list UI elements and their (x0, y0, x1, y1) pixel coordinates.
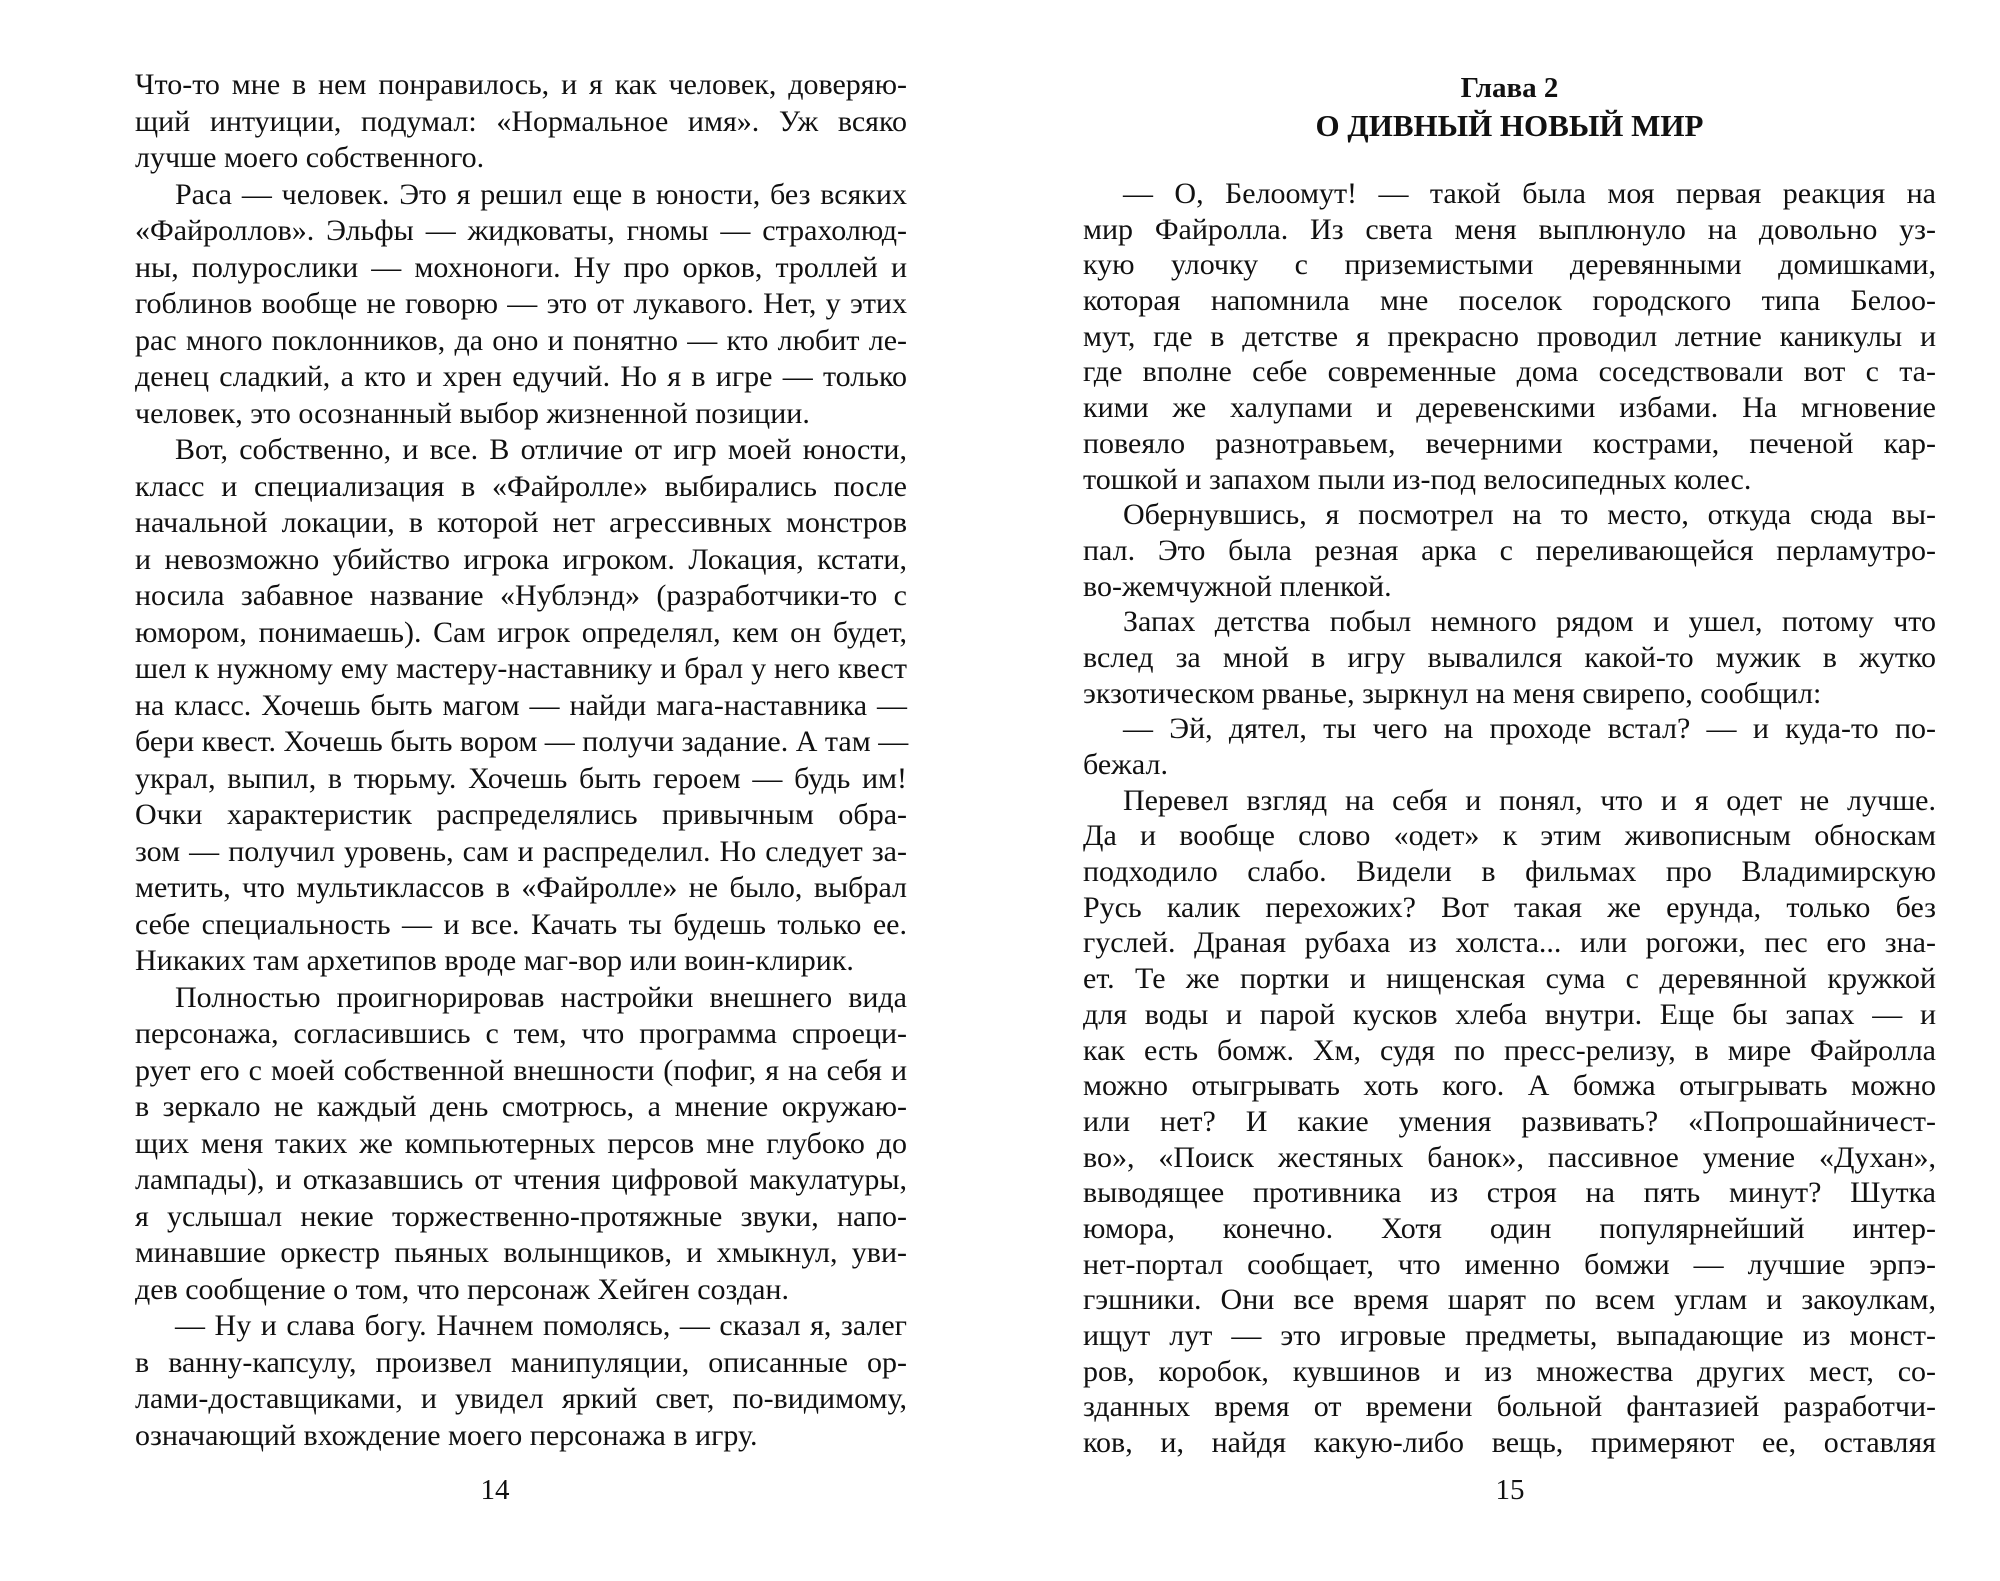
text-line: минавшие оркестр пьяных волынщиков, и хмыкнул, уви- (135, 1236, 907, 1269)
text-line: можно отыгрывать хоть кого. А бомжа отыгрывать можно (1083, 1069, 1936, 1103)
paragraph (135, 980, 907, 1309)
text-line: лампады), и отказавшись от чтения цифровой макулатуры, (135, 1163, 907, 1196)
text-line: — Эй, дятел, ты чего на проходе встал? — и куда-то по- (1123, 712, 1936, 746)
text-line: или нет? И какие умения развивать? «Попрошайничест- (1083, 1104, 1936, 1138)
text-line: кую улочку с приземистыми деревянными домишками, (1083, 248, 1936, 282)
text-line: в ванну-капсулу, произвел манипуляции, описанные ор- (135, 1345, 907, 1379)
text-line: Вот, собственно, и все. В отличие от игр моей юности, (175, 433, 907, 466)
text-line: Обернувшись, я посмотрел на то место, откуда сюда вы- (1123, 498, 1936, 532)
text-line: подходило слабо. Видели в фильмах про Владимирскую (1083, 855, 1936, 889)
text-line: рует его с моей собственной внешности (пофиг, я на себя и (135, 1053, 907, 1087)
paragraph (1083, 604, 1936, 711)
text-line: во-жемчужной пленкой. (1083, 569, 1392, 603)
text-line: ищут лут — это игровые предметы, выпадающие из монст- (1083, 1319, 1936, 1352)
text-line: означающий вхождение моего персонажа в игру. (135, 1418, 758, 1452)
text-line: персонажа, согласившись с тем, что программа спроеци- (135, 1017, 907, 1050)
text-line: Что-то мне в нем понравилось, и я как человек, доверяю- (135, 68, 907, 101)
text-line: в зеркало не каждый день смотрюсь, а мнение окружаю- (135, 1090, 907, 1123)
text-line: которая напомнила мне поселок городского типа Белоо- (1083, 284, 1936, 318)
left-page (135, 67, 907, 1454)
paragraph (135, 1308, 907, 1454)
text-line: где вполне себе современные дома соседствовали вот с та- (1083, 355, 1936, 389)
text-line: Раса — человек. Это я решил еще в юности, без всяких (175, 177, 907, 211)
text-line: ет. Те же портки и нищенская сума с деревянной кружкой (1083, 962, 1936, 996)
text-line: начальной локации, в которой нет агрессивных монстров (135, 506, 907, 539)
text-line: гэшники. Они все время шарят по всем углам и закоулкам, (1083, 1283, 1936, 1317)
text-line: лами-доставщиками, и увидел яркий свет, по-видимому, (135, 1382, 907, 1415)
text-line: Да и вообще слово «одет» к этим живописным обноскам (1083, 819, 1936, 853)
text-line: Запах детства побыл немного рядом и ушел, потому что (1123, 605, 1936, 639)
text-line: гуслей. Драная рубаха из холста... или рогожи, пес его зна- (1083, 926, 1936, 960)
text-line: щий интуиции, подумал: «Нормальное имя». Уж всяко (135, 104, 907, 138)
right-page (1083, 70, 1936, 1461)
text-line: мут, где в детстве я прекрасно проводил летние каникулы и (1083, 319, 1936, 353)
text-line: гоблинов вообще не говорю — это от лукавого. Нет, у этих (135, 287, 907, 320)
text-line: зданных время от времени больной фантазией разработчи- (1083, 1390, 1936, 1424)
text-line: лучше моего собственного. (135, 141, 485, 174)
chapter-number: Глава 2 (1460, 72, 1559, 104)
text-line: во», «Поиск жестяных банок», пассивное умение «Духан», (1083, 1140, 1936, 1174)
text-line: человек, это осознанный выбор жизненной позиции. (135, 396, 810, 430)
text-line: метить, что мультиклассов в «Файролле» не было, выбрал (135, 871, 907, 904)
text-line: ков, и, найдя какую-либо вещь, примеряют ее, оставляя (1083, 1426, 1936, 1460)
page-number-left: 14 (480, 1474, 510, 1506)
text-line: экзотическом рванье, зыркнул на меня свирепо, сообщил: (1083, 676, 1822, 710)
paragraph (1083, 783, 1936, 1461)
text-line: бери квест. Хочешь быть вором — получи задание. А там — (135, 725, 909, 758)
paragraph (1083, 176, 1936, 497)
text-line: класс и специализация в «Файролле» выбирались после (135, 469, 907, 503)
text-line: для воды и парой кусков хлеба внутри. Еще бы запах — и (1083, 997, 1936, 1031)
text-line: денец сладкий, а кто и хрен едучий. Но я в игре — только (135, 360, 907, 393)
text-line: мир Файролла. Из света меня выплюнуло на довольно уз- (1083, 212, 1936, 246)
text-line: и невозможно убийство игрока игроком. Локация, кстати, (135, 542, 907, 576)
text-line: юмора, конечно. Хотя один популярнейший интер- (1083, 1211, 1936, 1245)
text-line: вслед за мной в игру вывалился какой-то мужик в жутко (1083, 640, 1936, 674)
text-line: юмором, понимаешь). Сам игрок определял, кем он будет, (135, 615, 907, 649)
page-number-right: 15 (1495, 1474, 1525, 1506)
text-line: я услышал некие торжественно-протяжные звуки, напо- (135, 1199, 907, 1233)
text-line: выводящее противника из строя на пять минут? Шутка (1083, 1176, 1936, 1210)
text-line: как есть бомж. Хм, судя по пресс-релизу, в мире Файролла (1083, 1033, 1936, 1067)
text-line: тошкой и запахом пыли из-под велосипедных колес. (1083, 462, 1752, 496)
text-line: дев сообщение о том, что персонаж Хейген создан. (135, 1272, 789, 1306)
text-line: «Файроллов». Эльфы — жидковаты, гномы — страхолюд- (135, 214, 907, 247)
paragraph (135, 432, 907, 980)
paragraph (135, 177, 907, 433)
text-line: повеяло разнотравьем, вечерними кострами, печеной кар- (1083, 426, 1936, 460)
text-line: нет-портал сообщает, что именно бомжи — лучшие эрпэ- (1083, 1247, 1936, 1281)
chapter-title: О ДИВНЫЙ НОВЫЙ МИР (1315, 108, 1704, 143)
text-line: пал. Это была резная арка с переливающейся перламутро- (1083, 533, 1936, 567)
text-line: украл, выпил, в тюрьму. Хочешь быть героем — будь им! (135, 761, 907, 795)
text-line: Очки характеристик распределялись привычным обра- (135, 798, 907, 831)
text-line: ны, полурослики — мохноноги. Ну про орков, троллей и (135, 250, 907, 284)
text-line: на класс. Хочешь быть магом — найди мага-наставника — (135, 688, 907, 722)
text-line: ров, коробок, кувшинов и из множества других мест, со- (1083, 1354, 1936, 1388)
text-line: Никаких там архетипов вроде маг-вор или воин-клирик. (135, 944, 854, 977)
text-line: Перевел взгляд на себя и понял, что и я одет не лучше. (1123, 783, 1936, 817)
text-line: щих меня таких же компьютерных персов мне глубоко до (135, 1126, 907, 1160)
paragraph (1083, 711, 1936, 782)
text-line: Полностью проигнорировав настройки внешнего вида (175, 980, 907, 1014)
text-line: — О, Белоомут! — такой была моя первая реакция на (1123, 177, 1936, 210)
paragraph (135, 67, 907, 177)
text-line: рас много поклонников, да оно и понятно — кто любит ле- (135, 323, 907, 357)
text-line: кими же халупами и деревенскими избами. На мгновение (1083, 391, 1936, 425)
text-line: себе специальность — и все. Качать ты будешь только ее. (135, 907, 907, 941)
text-line: зом — получил уровень, сам и распределил. Но следует за- (135, 834, 907, 868)
text-line: Русь калик перехожих? Вот такая же ерунда, только без (1083, 890, 1936, 924)
text-line: носила забавное название «Нублэнд» (разработчики-то с (135, 579, 907, 612)
text-line: — Ну и слава богу. Начнем помолясь, — сказал я, залег (175, 1309, 907, 1342)
paragraph (1083, 497, 1936, 604)
text-line: бежал. (1083, 748, 1168, 781)
text-line: шел к нужному ему мастеру-наставнику и брал у него квест (135, 652, 907, 685)
